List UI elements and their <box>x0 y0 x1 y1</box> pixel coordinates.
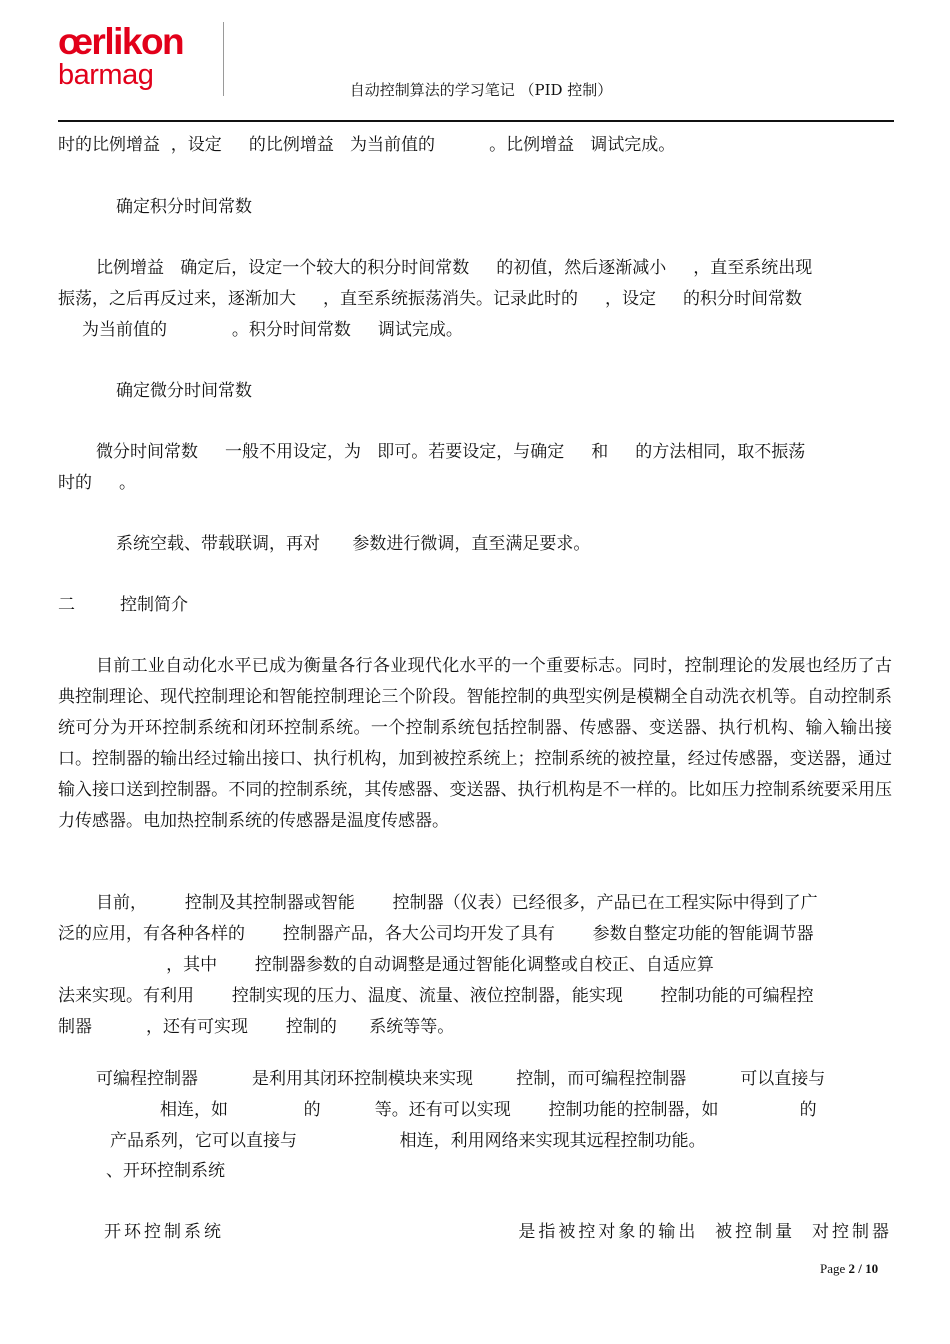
page-number <box>820 1261 878 1277</box>
products-line-1: 目前， 控制及其控制器或智能 控制器（仪表）已经很多，产品已在工程实际中得到了广 <box>96 893 818 913</box>
logo-wordmark: œrlikon <box>58 21 184 62</box>
derivative-text-line-1: 微分时间常数 一般不用设定，为 即可。若要设定，与确定 和 的方法相同，取不振荡 <box>96 442 806 462</box>
proportional-gain-result-line: 时的比例增益 ，设定 的比例增益 为当前值的 。比例增益 调试完成。 <box>58 135 676 155</box>
open-loop-term: 开环控制系统 <box>104 1222 224 1242</box>
integral-heading: 确定积分时间常数 <box>116 197 252 217</box>
page-label: Page <box>820 1261 849 1276</box>
page-separator: / <box>855 1261 866 1276</box>
document-title: 自动控制算法的学习笔记 （PID 控制） <box>349 81 613 99</box>
open-loop-definition: 是指被控对象的输出 被控制量 对控制器 <box>518 1222 892 1242</box>
products-line-4: 法来实现。有利用 控制实现的压力、温度、流量、液位控制器，能实现 控制功能的可编程控 <box>58 986 814 1006</box>
integral-text-line-1: 比例增益 确定后，设定一个较大的积分时间常数 的初值，然后逐渐减小 ，直至系统出现 <box>96 258 813 278</box>
section-title: 控制简介 <box>120 595 188 615</box>
plc-line-2: 相连，如 的 等。还有可以实现 控制功能的控制器，如 的 <box>160 1100 817 1120</box>
page-total: 10 <box>865 1261 879 1276</box>
integral-text-line-3: 为当前值的 。积分时间常数 调试完成。 <box>82 320 463 340</box>
plc-line-1: 可编程控制器 是利用其闭环控制模块来实现 控制，而可编程控制器 可以直接与 <box>96 1069 826 1089</box>
products-line-3: ，其中 控制器参数的自动调整是通过智能化调整或自校正、自适应算 <box>58 955 714 975</box>
products-line-5: 制器 ，还有可实现 控制的 系统等等。 <box>58 1017 455 1037</box>
plc-line-3: 产品系列，它可以直接与 相连，利用网络来实现其远程控制功能。 <box>110 1131 706 1151</box>
derivative-heading: 确定微分时间常数 <box>116 381 252 401</box>
integral-text-line-2: 振荡，之后再反过来，逐渐加大 ，直至系统振荡消失。记录此时的 ，设定 的积分时间常数 <box>58 289 803 309</box>
derivative-text-line-2: 时的 。 <box>58 473 137 493</box>
section-number: 二 <box>58 595 75 615</box>
logo-subbrand: barmag <box>58 59 154 91</box>
open-loop-heading: 、开环控制系统 <box>106 1161 225 1181</box>
intro-paragraph: 目前工业自动化水平已成为衡量各行各业现代化水平的一个重要标志。同时，控制理论的发展也经历了古典控制理论、现代控制理论和智能控制理论三个阶段。智能控制的典型实例是模糊全自动洗衣机等。自动控制系统可分为开环控制系统和闭环控制系统。一个控制系统包括控制器、传感器、变送器、执行机构、输入输出接口。控制器的输出经过输出接口、执行机构，加到被控系统上；控制系统的被控量，经过传感器，变送器，通过输入接口送到控制器。不同的控制系统，其传感器、变送器、执行机构是不一样的。比如压力控制系统要采用压力传感器。电加热控制系统的传感器是温度传感器。 <box>58 656 892 831</box>
header-rule <box>58 120 894 122</box>
products-line-2: 泛的应用，有各种各样的 控制器产品，各大公司均开发了具有 参数自整定功能的智能调节器 <box>58 924 814 944</box>
tuning-line: 系统空载、带载联调，再对 参数进行微调，直至满足要求。 <box>116 534 591 554</box>
page-current: 2 <box>848 1261 856 1276</box>
